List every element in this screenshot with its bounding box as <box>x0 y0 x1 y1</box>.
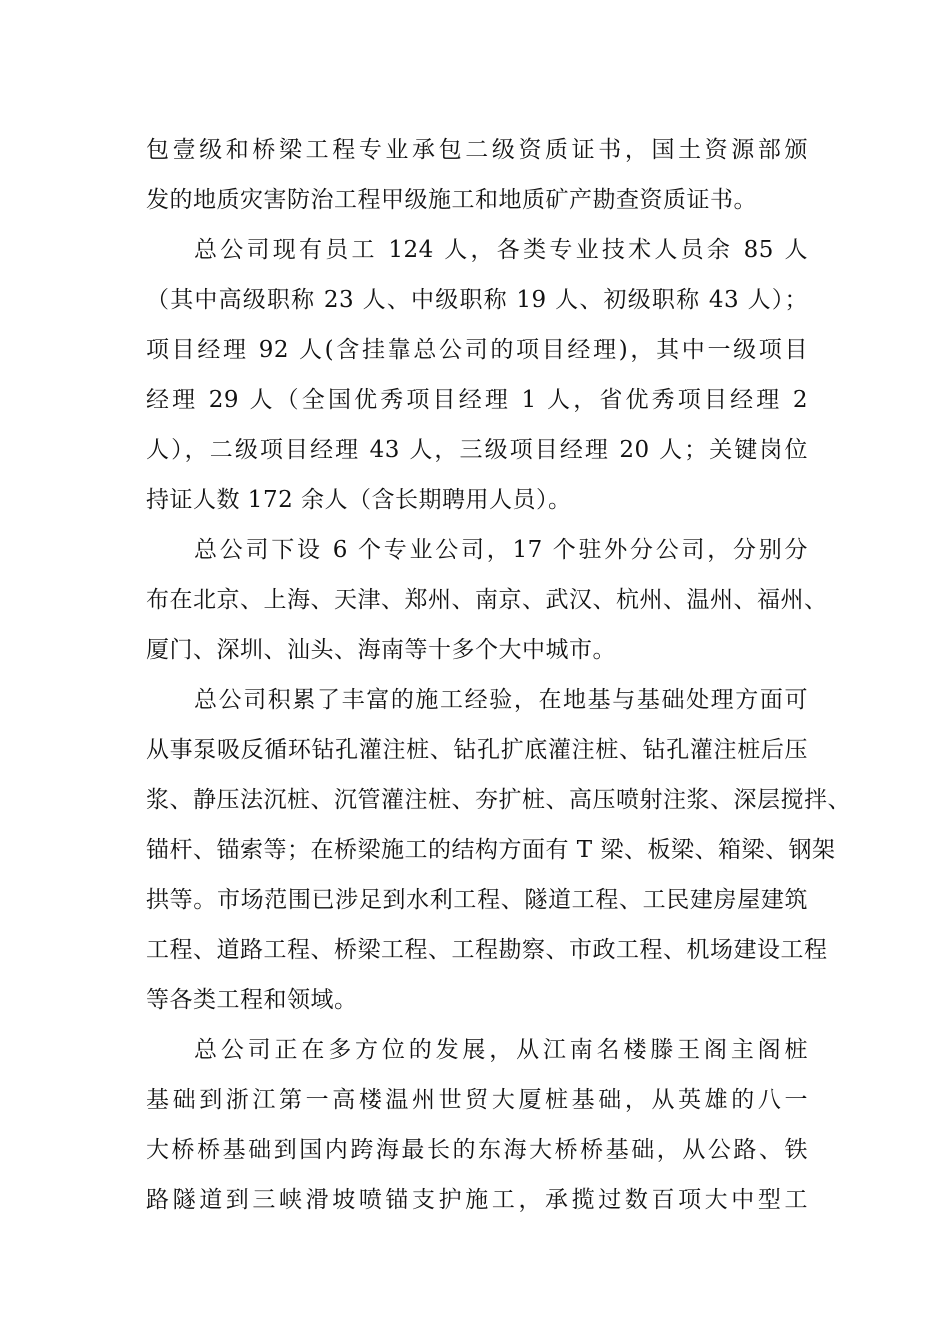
text-line: 锚杆、锚索等；在桥梁施工的结构方面有 T 梁、板梁、箱梁、钢架 <box>146 837 836 863</box>
paragraph-start-line: 总公司下设 6 个专业公司，17 个驻外分公司，分别分 <box>194 537 808 563</box>
text-line: 持证人数 172 余人（含长期聘用人员）。 <box>146 487 572 513</box>
text-line: 从事泵吸反循环钻孔灌注桩、钻孔扩底灌注桩、钻孔灌注桩后压 <box>146 737 808 763</box>
text-line: 项目经理 92 人(含挂靠总公司的项目经理)，其中一级项目 <box>146 337 808 363</box>
text-line: （其中高级职称 23 人、中级职称 19 人、初级职称 43 人）； <box>146 287 808 313</box>
text-line: 工程、道路工程、桥梁工程、工程勘察、市政工程、机场建设工程 <box>146 937 828 963</box>
text-line: 包壹级和桥梁工程专业承包二级资质证书，国土资源部颁 <box>146 137 808 163</box>
text-line: 布在北京、上海、天津、郑州、南京、武汉、杭州、温州、福州、 <box>146 587 828 613</box>
text-line: 大桥桥基础到国内跨海最长的东海大桥桥基础，从公路、铁 <box>146 1137 808 1163</box>
text-line: 人），二级项目经理 43 人，三级项目经理 20 人；关键岗位 <box>146 437 808 463</box>
paragraph-start-line: 总公司现有员工 124 人，各类专业技术人员余 85 人 <box>194 237 808 263</box>
text-line: 等各类工程和领域。 <box>146 987 358 1013</box>
text-line: 浆、静压法沉桩、沉管灌注桩、夯扩桩、高压喷射注浆、深层搅拌、 <box>146 787 851 813</box>
text-line: 基础到浙江第一高楼温州世贸大厦桩基础，从英雄的八一 <box>146 1087 808 1113</box>
text-line: 厦门、深圳、汕头、海南等十多个大中城市。 <box>146 637 616 663</box>
text-line: 发的地质灾害防治工程甲级施工和地质矿产勘查资质证书。 <box>146 187 757 213</box>
text-line: 路隧道到三峡滑坡喷锚支护施工，承揽过数百项大中型工 <box>146 1187 808 1213</box>
text-line: 拱等。市场范围已涉足到水利工程、隧道工程、工民建房屋建筑 <box>146 887 808 913</box>
paragraph-start-line: 总公司正在多方位的发展，从江南名楼滕王阁主阁桩 <box>194 1037 808 1063</box>
text-line: 经理 29 人（全国优秀项目经理 1 人，省优秀项目经理 2 <box>146 387 808 413</box>
paragraph-start-line: 总公司积累了丰富的施工经验，在地基与基础处理方面可 <box>194 687 808 713</box>
